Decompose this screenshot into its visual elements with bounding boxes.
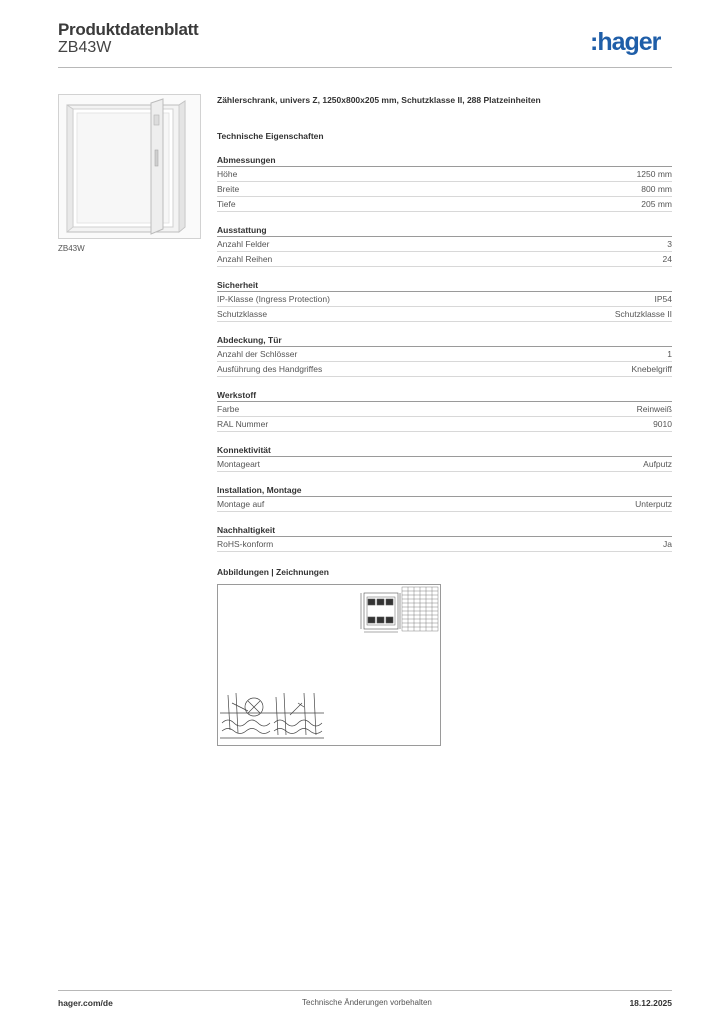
row-label: Schutzklasse bbox=[217, 309, 268, 319]
row-label: Breite bbox=[217, 184, 240, 194]
row-label: Montageart bbox=[217, 459, 260, 469]
row-label: Anzahl Reihen bbox=[217, 254, 273, 264]
drawing-table bbox=[402, 587, 438, 631]
row-value: Ja bbox=[663, 539, 672, 549]
row-value: 205 mm bbox=[641, 199, 672, 209]
row-label: Ausführung des Handgriffes bbox=[217, 364, 323, 374]
row-value: 800 mm bbox=[641, 184, 672, 194]
table-row bbox=[217, 237, 672, 252]
section-konnektivitaet bbox=[217, 444, 672, 472]
row-label: Farbe bbox=[217, 404, 240, 414]
row-label: RAL Nummer bbox=[217, 419, 269, 429]
table-row bbox=[217, 167, 672, 182]
row-value: Schutzklasse II bbox=[614, 309, 672, 319]
row-value: 24 bbox=[662, 254, 672, 264]
row-label: Höhe bbox=[217, 169, 238, 179]
table-row bbox=[217, 292, 672, 307]
product-image bbox=[58, 94, 201, 239]
section-title: Werkstoff bbox=[217, 389, 672, 402]
row-value: 3 bbox=[667, 239, 672, 249]
table-row bbox=[217, 362, 672, 377]
row-label: IP-Klasse (Ingress Protection) bbox=[217, 294, 330, 304]
row-label: Anzahl Felder bbox=[217, 239, 270, 249]
row-value: Reinweiß bbox=[636, 404, 672, 414]
technical-drawings bbox=[218, 585, 440, 745]
row-value: Aufputz bbox=[643, 459, 672, 469]
table-row bbox=[217, 402, 672, 417]
product-code: ZB43W bbox=[58, 39, 112, 56]
section-werkstoff bbox=[217, 389, 672, 432]
technical-heading: Technische Eigenschaften bbox=[217, 131, 324, 141]
table-row bbox=[217, 457, 672, 472]
section-nachhaltigkeit bbox=[217, 524, 672, 552]
footer-notice: Technische Änderungen vorbehalten bbox=[302, 998, 432, 1007]
row-label: Anzahl der Schlösser bbox=[217, 349, 298, 359]
row-value: 1250 mm bbox=[636, 169, 672, 179]
table-row bbox=[217, 537, 672, 552]
drawings-heading: Abbildungen | Zeichnungen bbox=[217, 567, 329, 577]
section-title: Nachhaltigkeit bbox=[217, 524, 672, 537]
row-value: 1 bbox=[667, 349, 672, 359]
row-label: RoHS-konform bbox=[217, 539, 274, 549]
table-row bbox=[217, 252, 672, 267]
table-row bbox=[217, 197, 672, 212]
header-divider bbox=[58, 67, 672, 68]
page-title: Produktdatenblatt bbox=[58, 20, 199, 39]
row-value: Unterputz bbox=[635, 499, 672, 509]
footer-divider bbox=[58, 990, 672, 991]
hager-logo: :hager bbox=[590, 28, 661, 56]
section-abmessungen bbox=[217, 154, 672, 212]
footer-date: 18.12.2025 bbox=[629, 998, 672, 1008]
section-installation-montage bbox=[217, 484, 672, 512]
section-title: Abmessungen bbox=[217, 154, 672, 167]
footer-website: hager.com/de bbox=[58, 998, 113, 1008]
row-label: Montage auf bbox=[217, 499, 265, 509]
table-row bbox=[217, 417, 672, 432]
installation-sketch bbox=[220, 693, 324, 738]
drawings-panel bbox=[217, 584, 441, 746]
section-sicherheit bbox=[217, 279, 672, 322]
table-row bbox=[217, 182, 672, 197]
section-title: Installation, Montage bbox=[217, 484, 672, 497]
table-row bbox=[217, 347, 672, 362]
product-description: Zählerschrank, univers Z, 1250x800x205 mm, Schutzklasse II, 288 Platzeinheiten bbox=[217, 95, 541, 105]
section-title: Abdeckung, Tür bbox=[217, 334, 672, 347]
section-title: Ausstattung bbox=[217, 224, 672, 237]
cabinet-illustration bbox=[59, 95, 200, 238]
section-ausstattung bbox=[217, 224, 672, 267]
table-row bbox=[217, 307, 672, 322]
section-abdeckung-tuer bbox=[217, 334, 672, 377]
section-title: Konnektivität bbox=[217, 444, 672, 457]
table-row bbox=[217, 497, 672, 512]
section-title: Sicherheit bbox=[217, 279, 672, 292]
product-image-caption: ZB43W bbox=[58, 244, 85, 253]
row-value: Knebelgriff bbox=[631, 364, 672, 374]
product-details bbox=[217, 94, 672, 578]
row-label: Tiefe bbox=[217, 199, 236, 209]
dimension-drawing bbox=[361, 593, 400, 632]
row-value: 9010 bbox=[653, 419, 672, 429]
row-value: IP54 bbox=[654, 294, 672, 304]
